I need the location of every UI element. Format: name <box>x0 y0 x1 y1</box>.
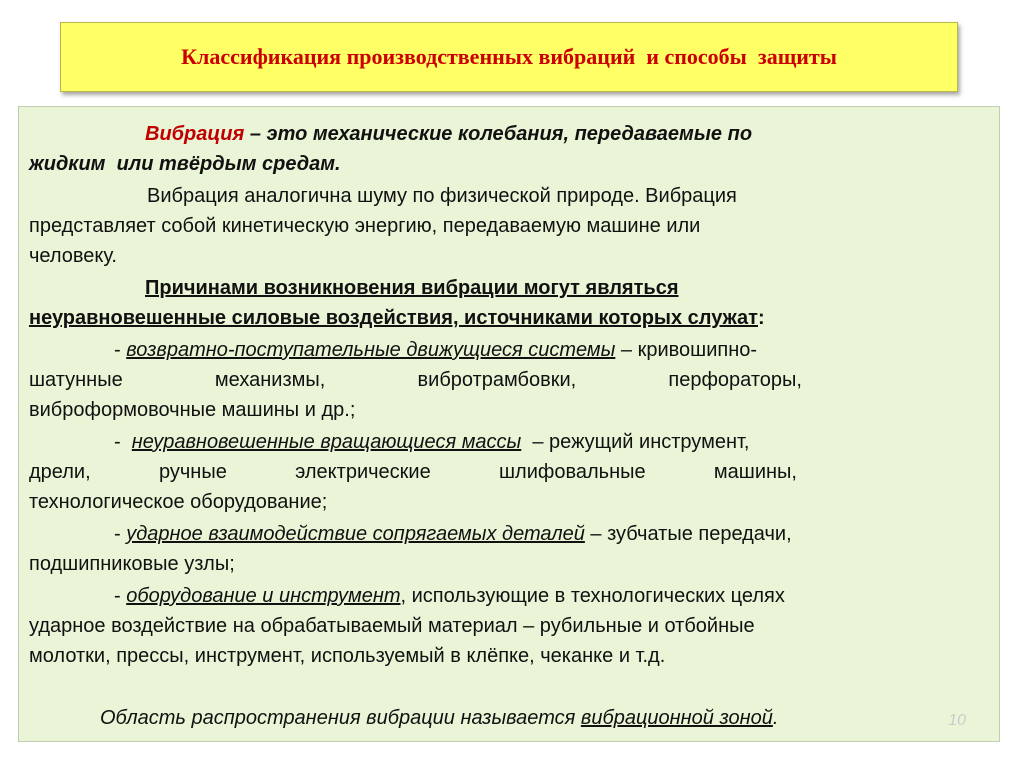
item-head: возвратно-поступательные движущиеся системы <box>126 339 616 361</box>
paragraph1-line-3: человеку. <box>29 245 117 267</box>
causes-line-2-text: неуравновешенные силовые воздействия, источниками которых служат <box>29 307 758 329</box>
definition-line-1 <box>145 124 752 144</box>
word: механизмы, <box>214 369 326 391</box>
list-item-line-3: молотки, прессы, инструмент, используемый в клёпке, чеканке и т.д. <box>29 645 666 667</box>
list-item <box>114 432 750 452</box>
item-head: оборудование и инструмент <box>126 585 401 607</box>
item-tail: – кривошипно- <box>615 339 758 361</box>
definition-term: Вибрация <box>145 123 245 145</box>
item-dash: - <box>114 523 127 545</box>
word: дрели, <box>29 461 91 483</box>
page-number: 10 <box>948 712 966 729</box>
causes-line-2 <box>29 308 765 328</box>
item-tail: – зубчатые передачи, <box>584 523 792 545</box>
word: ручные <box>158 461 227 483</box>
item-tail: – режущий инструмент, <box>521 431 750 453</box>
item-head: ударное взаимодействие сопрягаемых деталей <box>126 523 585 545</box>
definition-rest: – это механические колебания, передаваемые по <box>244 123 753 145</box>
list-item-line-3: виброформовочные машины и др.; <box>29 399 356 421</box>
word: шатунные <box>29 369 123 391</box>
word: шлифовальные <box>499 461 646 483</box>
word: вибротрамбовки, <box>417 369 577 391</box>
item-dash: - <box>114 431 132 453</box>
footer-lead: Область распространения вибрации называется <box>100 707 581 729</box>
paragraph1-line-2: представляет собой кинетическую энергию, передаваемую машине или <box>29 215 701 237</box>
list-item-line-2: подшипниковые узлы; <box>29 553 235 575</box>
item-tail: , использующие в технологических целях <box>400 585 785 607</box>
list-item-line-2 <box>29 462 797 482</box>
footer-zone: вибрационной зоной <box>580 707 773 729</box>
list-item <box>114 586 785 606</box>
word: машины, <box>713 461 797 483</box>
slide-title-box <box>60 22 958 92</box>
list-item <box>114 524 792 544</box>
word: перфораторы, <box>668 369 802 391</box>
causes-colon: : <box>757 307 765 329</box>
list-item-line-2 <box>29 370 802 390</box>
footer-end: . <box>772 707 779 729</box>
footer-line <box>100 708 778 728</box>
paragraph1-line-1: Вибрация аналогична шуму по физической природе. Вибрация <box>147 185 737 207</box>
list-item <box>114 340 757 360</box>
item-head: неуравновешенные вращающиеся массы <box>131 431 522 453</box>
definition-line-2: жидким или твёрдым средам. <box>29 153 341 175</box>
item-dash: - <box>114 585 127 607</box>
word: электрические <box>295 461 431 483</box>
item-dash: - <box>114 339 127 361</box>
list-item-line-2: ударное воздействие на обрабатываемый материал – рубильные и отбойные <box>29 615 755 637</box>
slide-title: Классификация производственных вибраций и способы защиты <box>181 44 837 69</box>
list-item-line-3: технологическое оборудование; <box>29 491 328 513</box>
causes-line-1: Причинами возникновения вибрации могут являться <box>145 277 679 299</box>
